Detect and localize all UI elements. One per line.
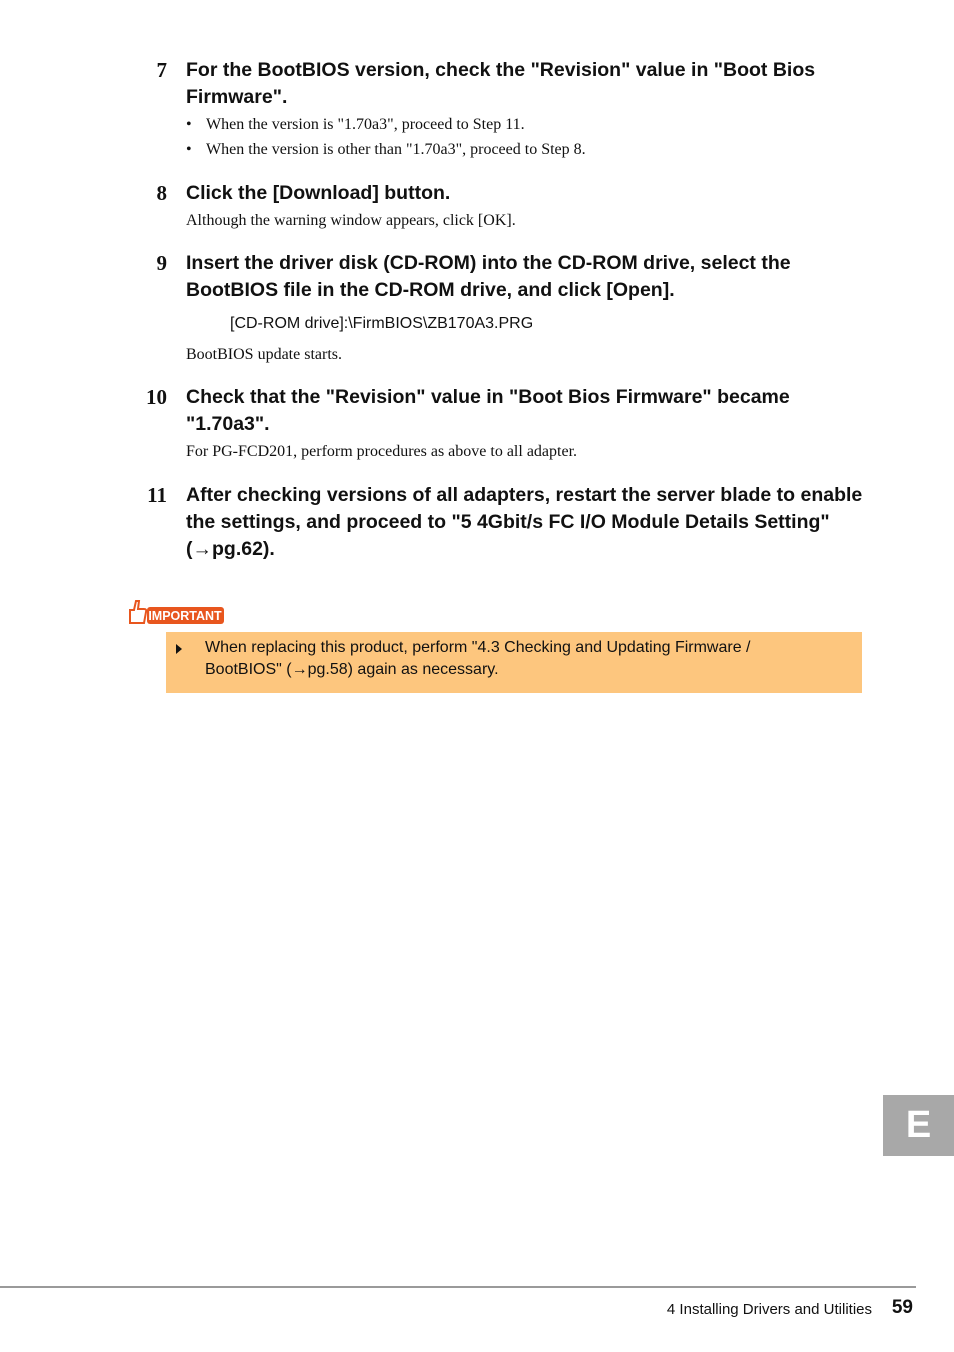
step-11-title: After checking versions of all adapters, restart the server blade to enable the settings, and proceed to "5 4Gbit/s FC I/O Module Details Setting" (→pg.62). [186, 484, 863, 560]
step-7-title: For the BootBIOS version, check the "Revision" value in "Boot Bios Firmware". [186, 59, 816, 108]
step-9-path: [CD-ROM drive]:\FirmBIOS\ZB170A3.PRG [230, 315, 534, 332]
step-10-number: 10 [146, 385, 167, 409]
important-text: When replacing this product, perform "4.3 Checking and Updating Firmware / BootBIOS" (→pg.58) again as necessary. [205, 639, 751, 678]
step-7-bullet-2: • When the version is other than "1.70a3", proceed to Step 8. [186, 141, 586, 158]
step-8-number: 8 [156, 181, 167, 205]
step-7-number: 7 [156, 58, 167, 82]
bullet-text: When the version is other than "1.70a3", proceed to Step 8. [206, 141, 586, 158]
step-9-number: 9 [156, 251, 167, 275]
footer-rule [0, 1286, 916, 1288]
important-box [166, 632, 862, 693]
step-11-number: 11 [147, 483, 167, 507]
bullet-arrow-icon [176, 644, 182, 654]
step-10-title: Check that the "Revision" value in "Boot Bios Firmware" became "1.70a3". [186, 386, 790, 435]
step-9-title: Insert the driver disk (CD-ROM) into the CD-ROM drive, select the BootBIOS file in the CD-ROM drive, and click [Open]. [186, 252, 791, 301]
step-10-text: For PG-FCD201, perform procedures as above to all adapter. [186, 443, 578, 460]
chapter-tab: E [883, 1095, 954, 1156]
important-hand-icon [127, 598, 227, 626]
step-8-title: Click the [Download] button. [186, 182, 451, 204]
step-7-bullet-1: • When the version is "1.70a3", proceed to Step 11. [186, 116, 525, 133]
step-9-text: BootBIOS update starts. [186, 346, 342, 363]
footer-chapter: 4 Installing Drivers and Utilities [666, 1301, 872, 1318]
important-label: IMPORTANT [148, 609, 222, 623]
step-8-text: Although the warning window appears, click [OK]. [186, 212, 516, 229]
bullet-text: When the version is "1.70a3", proceed to Step 11. [206, 116, 525, 133]
page-number: 59 [891, 1297, 913, 1318]
important-logo [127, 598, 227, 631]
